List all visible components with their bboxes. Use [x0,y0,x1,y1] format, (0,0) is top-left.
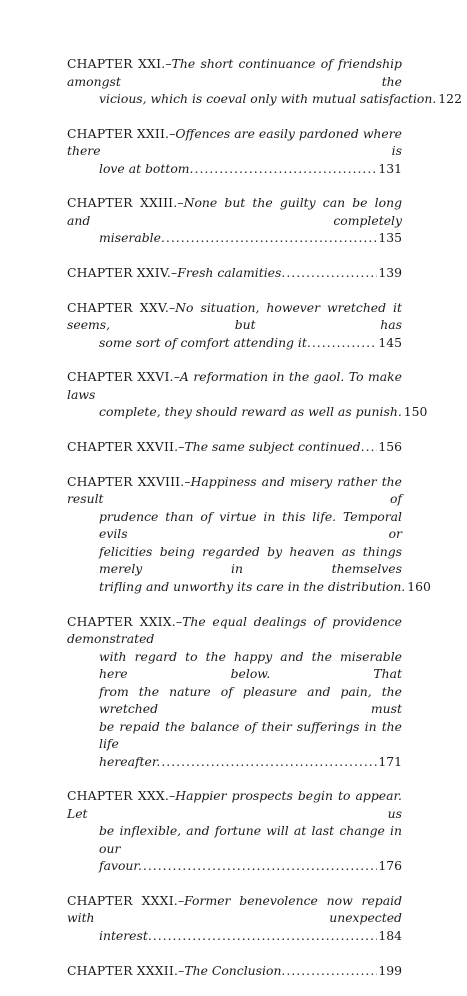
chapter-title: A reformation in the gaol. To make laws [67,369,403,402]
dot-leader [286,962,377,980]
toc-line [67,90,462,108]
chapter-title: Offences are easily pardoned where there is [67,125,402,159]
dot-leader [312,334,378,352]
toc-entry [67,892,402,945]
chapter-title-continued: miserable. [99,230,165,246]
chapter-dash: – [177,195,184,211]
chapter-title-continued: from the nature of pleasure and pain, the wretched must [99,683,402,716]
toc-line [67,125,402,160]
chapter-title-continued: love at bottom. [99,160,194,176]
chapter-title-continued: some sort of comfort attending it. [99,334,311,350]
chapter-title: The same subject continued. [184,439,365,455]
chapter-title: Former benevolence now repaid with unexpected [67,892,403,926]
chapter-title-continued: interest. [99,927,152,943]
page-number: 176 [378,858,402,874]
toc-entry [67,438,402,456]
chapter-title-continued: prudence than of virtue in this life. Temporal evils or [99,508,402,542]
chapter-number: CHAPTER XXXII. [67,962,179,978]
toc-entry [67,368,428,421]
table-of-contents [67,55,462,996]
chapter-title-continued: be inflexible, and fortune will at last change in our [99,823,402,856]
dot-leader [161,753,377,771]
page-number: 145 [378,334,402,350]
dot-leader [195,160,378,178]
chapter-title: The Conclusion. [184,962,286,978]
page-number: 160 [407,578,431,594]
toc-line [67,473,402,508]
toc-line [67,613,402,648]
toc-line [67,194,402,229]
page-number: 139 [378,265,402,281]
chapter-number: CHAPTER XXII. [67,125,170,141]
toc-entry [67,962,402,980]
page-number: 135 [378,230,402,246]
page-number: 184 [378,927,402,943]
chapter-dash: – [173,369,180,385]
chapter-number: CHAPTER XXXI. [67,892,178,908]
chapter-dash: – [178,962,185,978]
chapter-title: None but the guilty can be long and completely [67,195,402,228]
chapter-number: CHAPTER XXI. [67,56,166,71]
toc-line [67,438,402,456]
toc-line [67,55,402,90]
toc-line [67,892,402,927]
dot-leader [286,264,377,282]
toc-entry [67,55,462,108]
toc-entry [67,299,402,352]
chapter-dash: – [169,125,176,141]
toc-entry [67,194,402,247]
chapter-title-continued: with regard to the happy and the miserable here below. That [99,648,402,681]
chapter-title-continued: complete, they should reward as well as punish. [99,404,402,420]
chapter-dash: – [169,788,176,804]
page-number: 171 [378,753,402,769]
chapter-title: No situation, however wretched it seems, but has [67,299,402,333]
dot-leader [166,229,377,247]
chapter-dash: – [178,439,185,455]
toc-line [67,578,431,596]
toc-line [67,264,402,282]
chapter-title-continued: hereafter. [99,753,161,769]
chapter-title-continued: favour. [99,858,142,874]
chapter-number: CHAPTER XXVII. [67,439,179,455]
toc-entry [67,473,431,596]
page-number: 199 [378,962,402,978]
chapter-title: Fresh calamities. [177,265,286,281]
chapter-title: Happiness and misery rather the result of [67,473,402,507]
chapter-number: CHAPTER XXIV. [67,265,172,281]
chapter-dash: – [165,56,172,71]
chapter-dash: – [171,265,178,281]
chapter-title-continued: vicious, which is coeval only with mutual satisfaction. [99,91,437,106]
chapter-dash: – [184,473,191,489]
chapter-dash: – [168,299,176,315]
page-number: 131 [378,160,402,176]
chapter-title-continued: trifling and unworthy its care in the distribution. [99,578,406,594]
dot-leader [366,438,378,456]
chapter-title: Happier prospects begin to appear. Let us [67,788,402,821]
toc-entry [67,613,402,771]
toc-line [67,368,402,403]
toc-line [67,962,402,980]
page-number: 122 [438,91,462,106]
chapter-number: CHAPTER XXX. [67,788,170,804]
toc-entry [67,125,402,178]
chapter-number: CHAPTER XXVI. [67,369,174,385]
toc-entry [67,264,402,282]
toc-line [67,160,402,178]
toc-line [67,229,402,247]
chapter-title-continued: be repaid the balance of their sufferings in the life [99,718,402,751]
dot-leader [143,857,377,875]
page-number: 156 [378,439,402,455]
toc-line [67,753,402,771]
toc-line [67,857,402,875]
toc-line [67,334,402,352]
toc-line [67,299,402,334]
chapter-number: CHAPTER XXVIII. [67,473,185,489]
toc-line [67,927,402,945]
toc-entry [67,787,402,875]
toc-line [67,403,428,421]
toc-line [67,787,402,822]
chapter-dash: – [175,613,183,629]
chapter-number: CHAPTER XXIX. [67,613,176,629]
chapter-number: CHAPTER XXV. [67,299,169,315]
chapter-dash: – [177,892,185,908]
chapter-title-continued: felicities being regarded by heaven as things merely in themselves [99,543,402,577]
page-number: 150 [403,404,428,420]
dot-leader [153,927,378,945]
chapter-number: CHAPTER XXIII. [67,195,178,211]
chapter-title: The equal dealings of providence demonstrated [67,613,402,646]
chapter-title: The short continuance of friendship amongst the [67,56,402,89]
